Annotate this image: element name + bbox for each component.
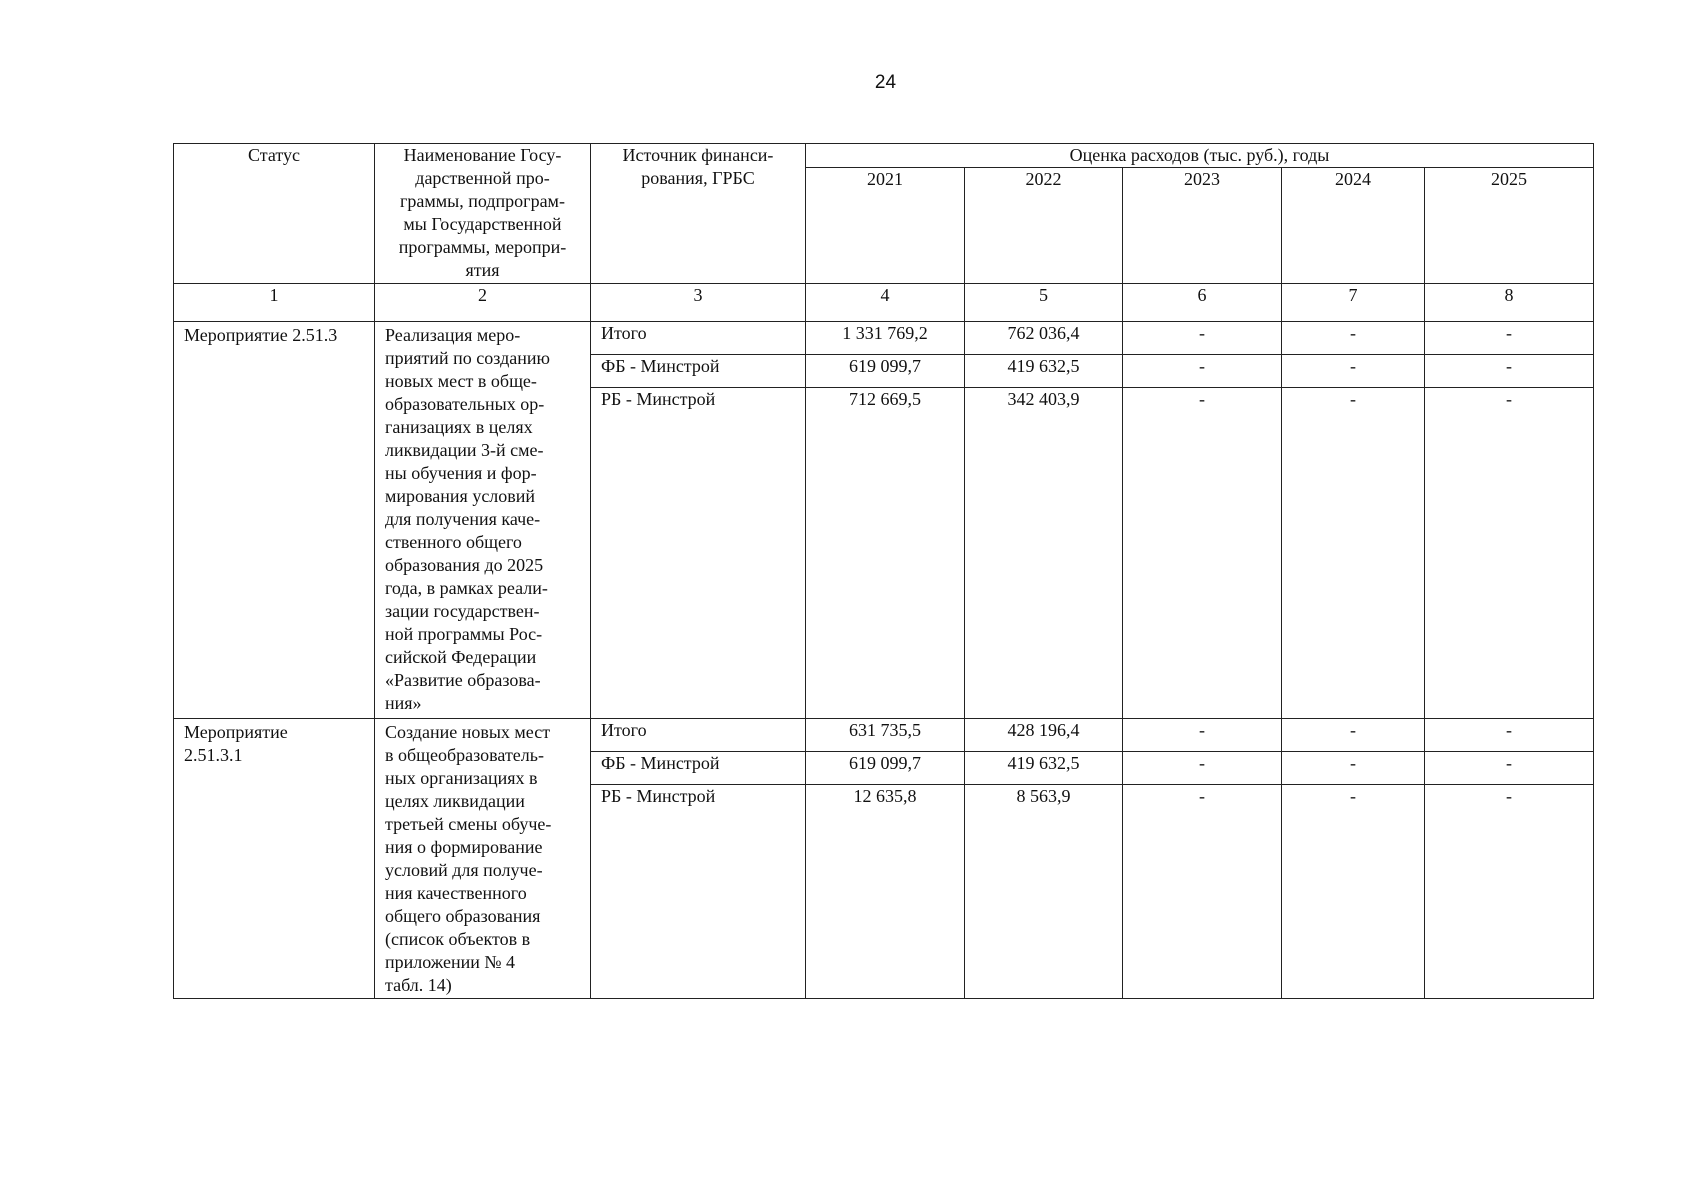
status-cell: Мероприятие 2.51.3.1 — [174, 719, 375, 999]
value-cell: - — [1425, 752, 1594, 785]
name-cell: Реализация меро- приятий по созданию новых мест в обще- образовательных ор- ганизациях в целях ликвидации 3-й сме- ны обучения и фор- мирования условий для получения каче- ственного общего образования до 2025 года, в рамках реали- зации государствен- ной программы Рос- сийской Федерации «Развитие образова- ния» — [375, 322, 591, 719]
value-cell: 619 099,7 — [806, 752, 965, 785]
header-year: 2022 — [965, 168, 1123, 284]
header-year: 2023 — [1123, 168, 1282, 284]
column-numbers-row — [174, 284, 1594, 322]
value-cell: - — [1123, 355, 1282, 388]
column-number: 5 — [965, 284, 1123, 322]
header-name: Наименование Госу- дарственной про- граммы, подпрограм- мы Государственной программы, меропри- ятия — [375, 144, 591, 284]
source-cell: Итого — [591, 322, 806, 355]
header-year: 2021 — [806, 168, 965, 284]
header-year: 2024 — [1282, 168, 1425, 284]
header-year: 2025 — [1425, 168, 1594, 284]
header-source: Источник финанси- рования, ГРБС — [591, 144, 806, 284]
value-cell: 419 632,5 — [965, 752, 1123, 785]
source-cell: ФБ - Минстрой — [591, 355, 806, 388]
value-cell: 762 036,4 — [965, 322, 1123, 355]
value-cell: 428 196,4 — [965, 719, 1123, 752]
value-cell: 631 735,5 — [806, 719, 965, 752]
value-cell: - — [1425, 785, 1594, 999]
source-cell: РБ - Минстрой — [591, 388, 806, 719]
value-cell: - — [1282, 355, 1425, 388]
value-cell: - — [1282, 388, 1425, 719]
value-cell: - — [1282, 752, 1425, 785]
column-number: 4 — [806, 284, 965, 322]
value-cell: - — [1123, 785, 1282, 999]
column-number: 2 — [375, 284, 591, 322]
value-cell: - — [1123, 752, 1282, 785]
value-cell: - — [1282, 322, 1425, 355]
source-cell: ФБ - Минстрой — [591, 752, 806, 785]
value-cell: 342 403,9 — [965, 388, 1123, 719]
value-cell: - — [1123, 322, 1282, 355]
source-cell: Итого — [591, 719, 806, 752]
value-cell: 1 331 769,2 — [806, 322, 965, 355]
value-cell: - — [1282, 719, 1425, 752]
name-cell: Создание новых мест в общеобразователь- ных организациях в целях ликвидации третьей смены обуче- ния о формирование условий для получе- ния качественного общего образования (список объектов в приложении № 4 табл. 14) — [375, 719, 591, 999]
page-number: 24 — [874, 72, 897, 93]
header-status: Статус — [174, 144, 375, 284]
column-number: 1 — [174, 284, 375, 322]
value-cell: 712 669,5 — [806, 388, 965, 719]
value-cell: - — [1425, 719, 1594, 752]
value-cell: - — [1425, 388, 1594, 719]
status-cell: Мероприятие 2.51.3 — [174, 322, 375, 719]
value-cell: 419 632,5 — [965, 355, 1123, 388]
header-cost-estimate: Оценка расходов (тыс. руб.), годы — [806, 144, 1594, 168]
budget-table — [173, 143, 1594, 999]
source-cell: РБ - Минстрой — [591, 785, 806, 999]
header-row — [174, 144, 1594, 168]
value-cell: 619 099,7 — [806, 355, 965, 388]
value-cell: - — [1123, 388, 1282, 719]
value-cell: 8 563,9 — [965, 785, 1123, 999]
column-number: 8 — [1425, 284, 1594, 322]
column-number: 3 — [591, 284, 806, 322]
value-cell: 12 635,8 — [806, 785, 965, 999]
value-cell: - — [1425, 355, 1594, 388]
value-cell: - — [1425, 322, 1594, 355]
table-row — [174, 719, 1594, 752]
value-cell: - — [1123, 719, 1282, 752]
column-number: 7 — [1282, 284, 1425, 322]
column-number: 6 — [1123, 284, 1282, 322]
table-row — [174, 322, 1594, 355]
value-cell: - — [1282, 785, 1425, 999]
